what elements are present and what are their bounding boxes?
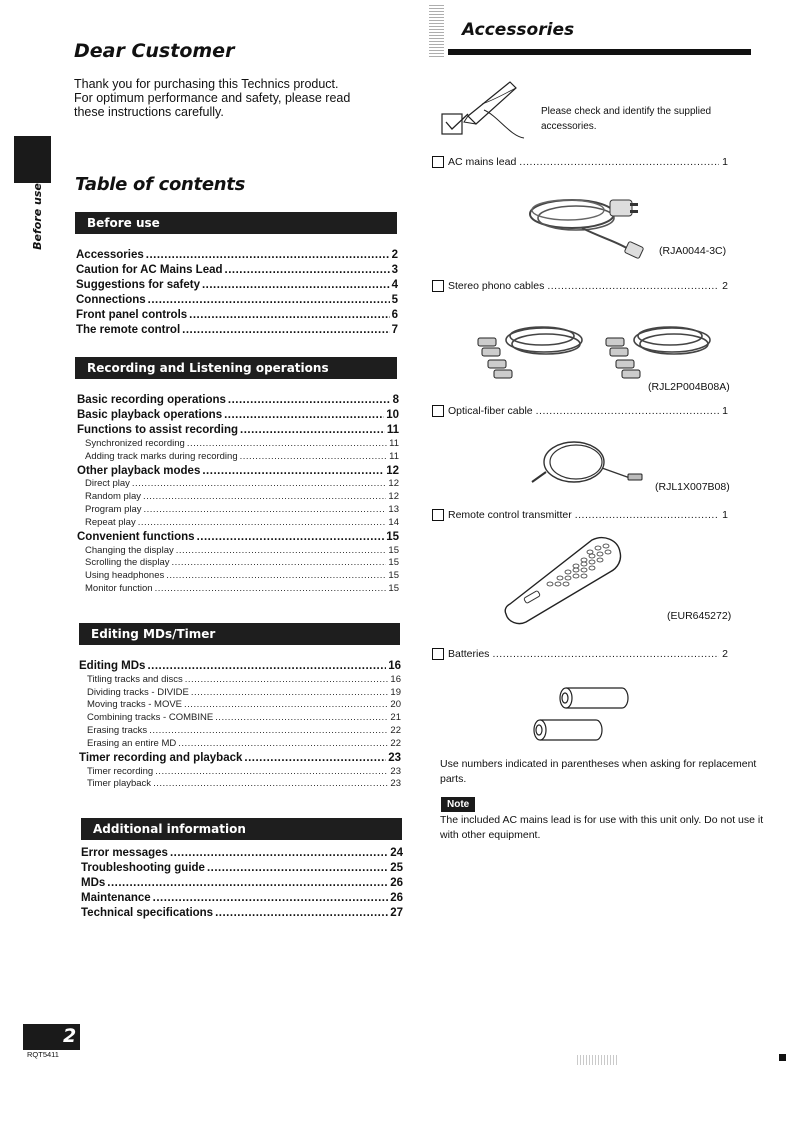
toc-entry-page: 4 (391, 279, 398, 291)
toc-entry-label: Erasing tracks (87, 724, 148, 736)
leader-dots (178, 738, 388, 749)
toc-entry-page: 16 (388, 660, 401, 672)
toc-entry (77, 421, 399, 436)
toc-entry-page: 12 (386, 464, 399, 477)
toc-entry (77, 406, 399, 421)
toc-entry-label: Moving tracks - MOVE (87, 699, 183, 711)
toc-entry-label: Technical specifications (81, 907, 214, 919)
leader-dots (149, 725, 388, 736)
leader-dots (107, 877, 388, 889)
side-tab-marker (14, 136, 51, 183)
toc-entry-page: 2 (391, 249, 398, 261)
note-badge: Note (441, 797, 475, 812)
toc-title: Table of contents (75, 174, 245, 195)
toc-subentry (77, 502, 399, 515)
toc-subentry (79, 723, 401, 736)
toc-subentry (77, 436, 399, 449)
toc-entry-page: 21 (390, 712, 401, 724)
toc-entry (81, 844, 403, 859)
ac-mains-lead-image (522, 190, 652, 262)
toc-entry-page: 15 (388, 582, 399, 594)
checkmark-pen-icon (438, 76, 528, 148)
corner-mark (779, 1054, 786, 1061)
intro-line: For optimum performance and safety, please read (74, 91, 351, 105)
toc-entry-label: Caution for AC Mains Lead (76, 264, 223, 276)
leader-dots (225, 264, 390, 276)
leader-dots (240, 424, 385, 436)
toc-subentry (77, 489, 399, 502)
toc-entry-page: 22 (390, 737, 401, 749)
intro-text (74, 77, 404, 119)
scan-stamp (577, 1055, 617, 1065)
note-text: The included AC mains lead is for use with this unit only. Do not use it with other equipment. (440, 814, 764, 841)
toc-entry (81, 889, 403, 904)
toc-entry (76, 291, 398, 306)
toc-entry-label: The remote control (76, 324, 181, 336)
toc-entry-label: Direct play (85, 478, 130, 490)
leader-dots (132, 478, 387, 489)
toc-section-before-use (76, 246, 398, 336)
toc-entry-label: Connections (76, 294, 146, 306)
leader-dots (148, 294, 390, 306)
checkbox-icon (432, 648, 444, 660)
check-message: Please check and identify the supplied accessories. (541, 106, 712, 132)
accessory-batteries: Batteries ..... 2 (432, 648, 728, 660)
part-number: (RJL2P004B08A) (648, 381, 730, 393)
part-number: (RJA0044-3C) (659, 245, 727, 257)
title-rule (448, 49, 751, 55)
section-header-recording: Recording and Listening operations (75, 357, 397, 379)
toc-entry-page: 15 (386, 530, 399, 543)
accessories-title: Accessories (462, 20, 575, 40)
toc-subentry (77, 543, 399, 556)
toc-entry-page: 6 (391, 309, 398, 321)
toc-subentry (77, 556, 399, 569)
toc-entry-page: 14 (388, 516, 399, 528)
toc-entry-label: Monitor function (85, 582, 153, 594)
toc-entry-page: 23 (388, 751, 401, 764)
leader-dots (202, 465, 384, 477)
toc-subentry (79, 698, 401, 711)
toc-entry (81, 859, 403, 874)
toc-entry-page: 11 (389, 437, 399, 449)
toc-entry-page: 22 (390, 724, 401, 736)
accessory-stereo-phono-cables: Stereo phono cables ..... 2 (432, 280, 728, 292)
toc-entry-label: Adding track marks during recording (85, 450, 238, 462)
toc-entry-label: Using headphones (85, 570, 165, 582)
toc-entry-label: Scrolling the display (85, 557, 170, 569)
leader-dots (144, 504, 387, 515)
toc-entry-label: Erasing an entire MD (87, 737, 177, 749)
leader-dots (155, 583, 387, 594)
accessory-optical-fiber-cable: Optical-fiber cable ..... 1 (432, 405, 728, 417)
page-title: Dear Customer (74, 40, 235, 62)
toc-entry-page: 10 (386, 409, 399, 421)
leader-dots (240, 451, 388, 462)
toc-entry (76, 321, 398, 336)
toc-subentry (79, 672, 401, 685)
toc-entry-label: Troubleshooting guide (81, 862, 205, 874)
leader-dots (147, 660, 386, 672)
leader-dots (228, 394, 391, 406)
toc-entry-label: Repeat play (85, 516, 136, 528)
toc-entry-label: Random play (85, 491, 141, 503)
toc-section-editing (79, 657, 401, 789)
toc-entry-page: 24 (390, 847, 403, 859)
accessory-remote-control: Remote control transmitter ..... 1 (432, 509, 728, 521)
stereo-phono-cables-image (474, 314, 730, 386)
toc-entry-page: 25 (390, 862, 403, 874)
toc-entry-page: 3 (391, 264, 398, 276)
checkbox-icon (432, 280, 444, 292)
toc-subentry (77, 581, 399, 594)
toc-subentry (79, 736, 401, 749)
toc-subentry (77, 449, 399, 462)
accessory-ac-mains-lead: AC mains lead ..... 1 (432, 156, 728, 168)
toc-entry-page: 23 (390, 765, 401, 777)
toc-entry-label: Functions to assist recording (77, 424, 239, 436)
toc-entry-page: 16 (390, 673, 401, 685)
toc-entry (77, 462, 399, 477)
leader-dots (185, 674, 389, 685)
toc-entry (76, 306, 398, 321)
toc-entry-page: 26 (390, 892, 403, 904)
toc-entry-page: 23 (390, 778, 401, 790)
toc-entry-label: Changing the display (85, 544, 174, 556)
leader-dots (166, 570, 386, 581)
toc-entry-page: 12 (388, 491, 399, 503)
toc-subentry (77, 568, 399, 581)
toc-entry-label: Other playback modes (77, 464, 201, 477)
toc-entry-page: 19 (390, 686, 401, 698)
toc-entry-label: Convenient functions (77, 530, 195, 543)
model-code: RQT5411 (27, 1050, 59, 1059)
leader-dots (197, 531, 385, 543)
toc-entry-label: Basic playback operations (77, 409, 223, 421)
leader-dots (215, 907, 388, 919)
replacement-note: Use numbers indicated in parentheses when asking for replacement parts. (440, 758, 757, 785)
section-header-editing: Editing MDs/Timer (79, 623, 400, 645)
toc-entry-label: Dividing tracks - DIVIDE (87, 686, 189, 698)
toc-entry-page: 11 (389, 450, 399, 462)
leader-dots (189, 309, 389, 321)
toc-entry-page: 20 (390, 699, 401, 711)
leader-dots (153, 892, 389, 904)
toc-entry-label: Front panel controls (76, 309, 188, 321)
toc-entry-page: 26 (390, 877, 403, 889)
leader-dots (224, 409, 384, 421)
leader-dots (170, 847, 388, 859)
toc-entry-label: MDs (81, 877, 106, 889)
toc-entry (81, 904, 403, 919)
intro-line: Thank you for purchasing this Technics product. (74, 77, 339, 91)
checkbox-icon (432, 405, 444, 417)
toc-subentry (79, 777, 401, 790)
toc-entry (76, 246, 398, 261)
toc-entry (77, 528, 399, 543)
remote-control-image (500, 530, 624, 626)
side-barcode (429, 5, 444, 57)
toc-entry (79, 749, 401, 764)
toc-entry-label: Combining tracks - COMBINE (87, 712, 214, 724)
toc-entry (79, 657, 401, 672)
optical-fiber-cable-image (526, 438, 646, 490)
toc-entry-page: 13 (388, 503, 399, 515)
leader-dots (155, 766, 388, 777)
toc-entry-label: Basic recording operations (77, 394, 226, 406)
leader-dots (207, 862, 388, 874)
toc-entry-label: Program play (85, 503, 142, 515)
toc-subentry (77, 515, 399, 528)
leader-dots (172, 557, 387, 568)
leader-dots (191, 687, 389, 698)
toc-entry (76, 261, 398, 276)
section-header-additional: Additional information (81, 818, 402, 840)
toc-section-additional (81, 844, 403, 919)
toc-entry-page: 8 (392, 394, 399, 406)
page-number: 2 (63, 1025, 77, 1047)
toc-subentry (77, 477, 399, 490)
toc-subentry (79, 685, 401, 698)
toc-entry-label: Maintenance (81, 892, 151, 904)
leader-dots (138, 517, 387, 528)
leader-dots (143, 491, 386, 502)
checkbox-icon (432, 509, 444, 521)
section-header-before-use: Before use (75, 212, 397, 234)
leader-dots (184, 699, 388, 710)
toc-entry (81, 874, 403, 889)
leader-dots (202, 279, 390, 291)
toc-entry-label: Timer recording (87, 765, 154, 777)
intro-line: these instructions carefully. (74, 105, 224, 119)
toc-entry-label: Accessories (76, 249, 144, 261)
toc-entry-label: Error messages (81, 847, 168, 859)
toc-entry-label: Synchronized recording (85, 437, 185, 449)
checkbox-icon (432, 156, 444, 168)
toc-entry-page: 15 (388, 544, 399, 556)
toc-entry-label: Suggestions for safety (76, 279, 200, 291)
toc-entry (76, 276, 398, 291)
toc-entry-page: 15 (388, 570, 399, 582)
part-number: (RJL1X007B08) (655, 481, 730, 493)
toc-entry-label: Editing MDs (79, 660, 146, 672)
toc-entry-label: Timer playback (87, 778, 152, 790)
toc-entry-page: 5 (391, 294, 398, 306)
toc-subentry (79, 764, 401, 777)
toc-entry-page: 27 (390, 907, 403, 919)
toc-entry-label: Titling tracks and discs (87, 673, 183, 685)
toc-entry (77, 391, 399, 406)
toc-section-recording (77, 391, 399, 594)
leader-dots (244, 752, 386, 764)
leader-dots (153, 778, 388, 789)
part-number: (EUR645272) (667, 610, 732, 622)
leader-dots (187, 438, 387, 449)
toc-entry-label: Timer recording and playback (79, 751, 243, 764)
leader-dots (215, 712, 388, 723)
toc-entry-page: 15 (388, 557, 399, 569)
batteries-image (526, 684, 636, 748)
leader-dots (146, 249, 390, 261)
toc-subentry (79, 710, 401, 723)
leader-dots (176, 545, 387, 556)
side-tab-label: Before use (30, 183, 44, 250)
leader-dots (182, 324, 389, 336)
toc-entry-page: 12 (388, 478, 399, 490)
toc-entry-page: 11 (386, 424, 399, 436)
toc-entry-page: 7 (391, 324, 398, 336)
